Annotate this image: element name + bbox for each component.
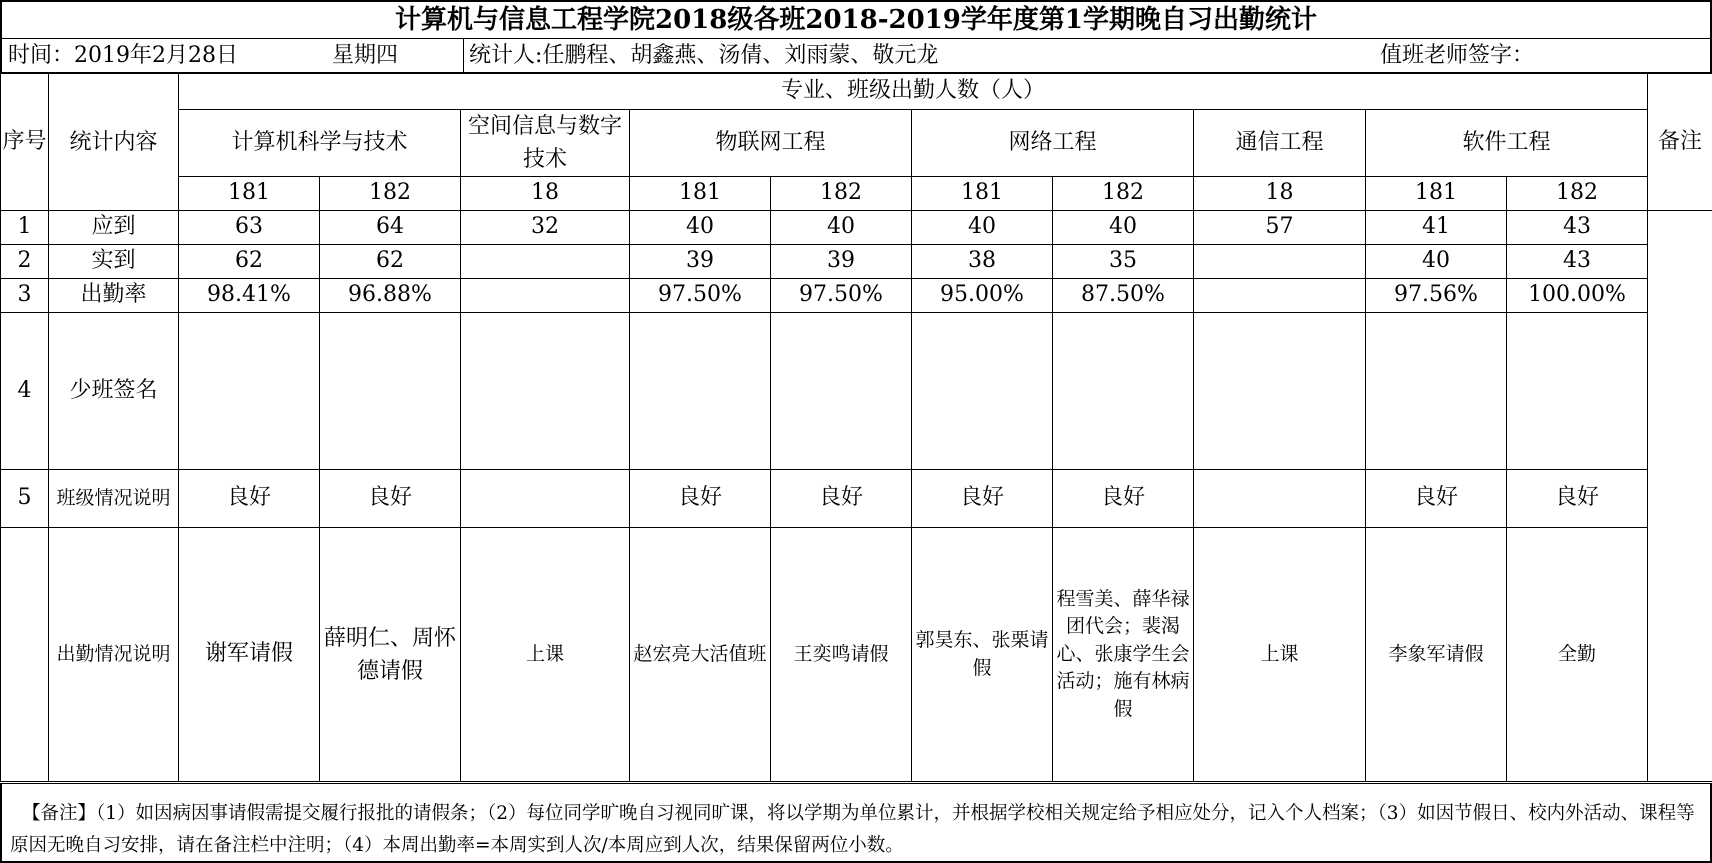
data-cell: 35	[1053, 245, 1194, 279]
data-cell: 43	[1507, 211, 1648, 245]
class-header: 18	[461, 177, 630, 211]
data-cell: 良好	[1507, 470, 1648, 528]
data-cell: 95.00%	[912, 279, 1053, 313]
class-header: 181	[179, 177, 320, 211]
meta-divider	[463, 39, 464, 72]
data-cell	[1194, 470, 1366, 528]
class-header: 182	[1053, 177, 1194, 211]
data-cell: 40	[1053, 211, 1194, 245]
remark-header: 备注	[1648, 74, 1712, 211]
class-header: 18	[1194, 177, 1366, 211]
data-cell: 97.56%	[1366, 279, 1507, 313]
row-label: 班级情况说明	[49, 470, 179, 528]
data-cell	[1194, 245, 1366, 279]
meta-statisticians: 统计人:任鹏程、胡鑫燕、汤倩、刘雨蒙、敬元龙	[469, 43, 939, 68]
data-cell: 39	[771, 245, 912, 279]
attendance-table	[0, 73, 1712, 782]
row-label: 少班签名	[49, 313, 179, 470]
data-cell	[461, 470, 630, 528]
data-cell: 38	[912, 245, 1053, 279]
major-header: 物联网工程	[630, 110, 912, 177]
data-cell: 41	[1366, 211, 1507, 245]
data-cell: 40	[771, 211, 912, 245]
data-cell: 97.50%	[630, 279, 771, 313]
data-cell: 98.41%	[179, 279, 320, 313]
signature-cell	[1053, 313, 1194, 470]
major-header: 软件工程	[1366, 110, 1648, 177]
signature-cell	[771, 313, 912, 470]
data-cell: 薛明仁、周怀德请假	[320, 528, 461, 782]
signature-cell	[1194, 313, 1366, 470]
class-header: 181	[1366, 177, 1507, 211]
data-cell: 32	[461, 211, 630, 245]
remark-cell	[1648, 211, 1712, 782]
row-label: 实到	[49, 245, 179, 279]
data-cell: 全勤	[1507, 528, 1648, 782]
data-cell: 良好	[912, 470, 1053, 528]
row-number: 4	[1, 313, 49, 470]
row-number: 5	[1, 470, 49, 528]
data-cell: 62	[320, 245, 461, 279]
row-number	[1, 528, 49, 782]
data-cell: 64	[320, 211, 461, 245]
class-header: 182	[1507, 177, 1648, 211]
major-header: 空间信息与数字技术	[461, 110, 630, 177]
signature-cell	[1507, 313, 1648, 470]
data-cell: 96.88%	[320, 279, 461, 313]
row-label: 应到	[49, 211, 179, 245]
data-cell: 良好	[1053, 470, 1194, 528]
data-cell: 63	[179, 211, 320, 245]
signature-cell	[461, 313, 630, 470]
data-cell: 43	[1507, 245, 1648, 279]
footer-note: 【备注】（1）如因病因事请假需提交履行报批的请假条；（2）每位同学旷晚自习视同旷课，将以学期为单位累计，并根据学校相关规定给予相应处分，记入个人档案；（3）如因节假日、校内外活动、课程等原因无晚自习安排，请在备注栏中注明；（4）本周出勤率=本周实到人次/本周应到人次，结果保留两位小数。	[0, 783, 1712, 863]
signature-cell	[1366, 313, 1507, 470]
data-cell: 良好	[320, 470, 461, 528]
row-number: 1	[1, 211, 49, 245]
data-cell	[461, 279, 630, 313]
signature-cell	[320, 313, 461, 470]
class-header: 181	[630, 177, 771, 211]
signature-cell	[179, 313, 320, 470]
meta-teacher-sign: 值班老师签字：	[1380, 43, 1535, 68]
major-header: 网络工程	[912, 110, 1194, 177]
data-cell	[461, 245, 630, 279]
data-cell: 谢军请假	[179, 528, 320, 782]
data-cell: 郭昊东、张栗请假	[912, 528, 1053, 782]
seq-header: 序号	[1, 74, 49, 211]
data-cell: 87.50%	[1053, 279, 1194, 313]
meta-time: 时间：2019年2月28日	[8, 43, 238, 68]
data-cell: 40	[630, 211, 771, 245]
row-number: 3	[1, 279, 49, 313]
data-cell: 100.00%	[1507, 279, 1648, 313]
data-cell: 良好	[630, 470, 771, 528]
row-number: 2	[1, 245, 49, 279]
data-cell: 赵宏亮大活值班	[630, 528, 771, 782]
data-cell: 57	[1194, 211, 1366, 245]
data-cell: 李象军请假	[1366, 528, 1507, 782]
signature-cell	[630, 313, 771, 470]
major-header: 计算机科学与技术	[179, 110, 461, 177]
data-cell: 良好	[1366, 470, 1507, 528]
data-cell: 40	[912, 211, 1053, 245]
data-cell: 上课	[1194, 528, 1366, 782]
data-cell: 62	[179, 245, 320, 279]
data-cell: 39	[630, 245, 771, 279]
meta-row	[0, 39, 1712, 73]
row-label: 出勤率	[49, 279, 179, 313]
class-header: 182	[320, 177, 461, 211]
data-cell: 40	[1366, 245, 1507, 279]
signature-cell	[912, 313, 1053, 470]
data-cell: 程雪美、薛华禄团代会；裴渴心、张康学生会活动；施有林病假	[1053, 528, 1194, 782]
data-cell: 上课	[461, 528, 630, 782]
data-cell	[1194, 279, 1366, 313]
meta-weekday: 星期四	[332, 43, 399, 68]
major-header: 通信工程	[1194, 110, 1366, 177]
data-cell: 良好	[179, 470, 320, 528]
group-header: 专业、班级出勤人数（人）	[179, 74, 1648, 110]
content-header: 统计内容	[49, 74, 179, 211]
data-cell: 97.50%	[771, 279, 912, 313]
data-cell: 良好	[771, 470, 912, 528]
class-header: 181	[912, 177, 1053, 211]
sheet-title: 计算机与信息工程学院2018级各班2018-2019学年度第1学期晚自习出勤统计	[0, 0, 1712, 39]
row-label: 出勤情况说明	[49, 528, 179, 782]
class-header: 182	[771, 177, 912, 211]
data-cell: 王奕鸣请假	[771, 528, 912, 782]
